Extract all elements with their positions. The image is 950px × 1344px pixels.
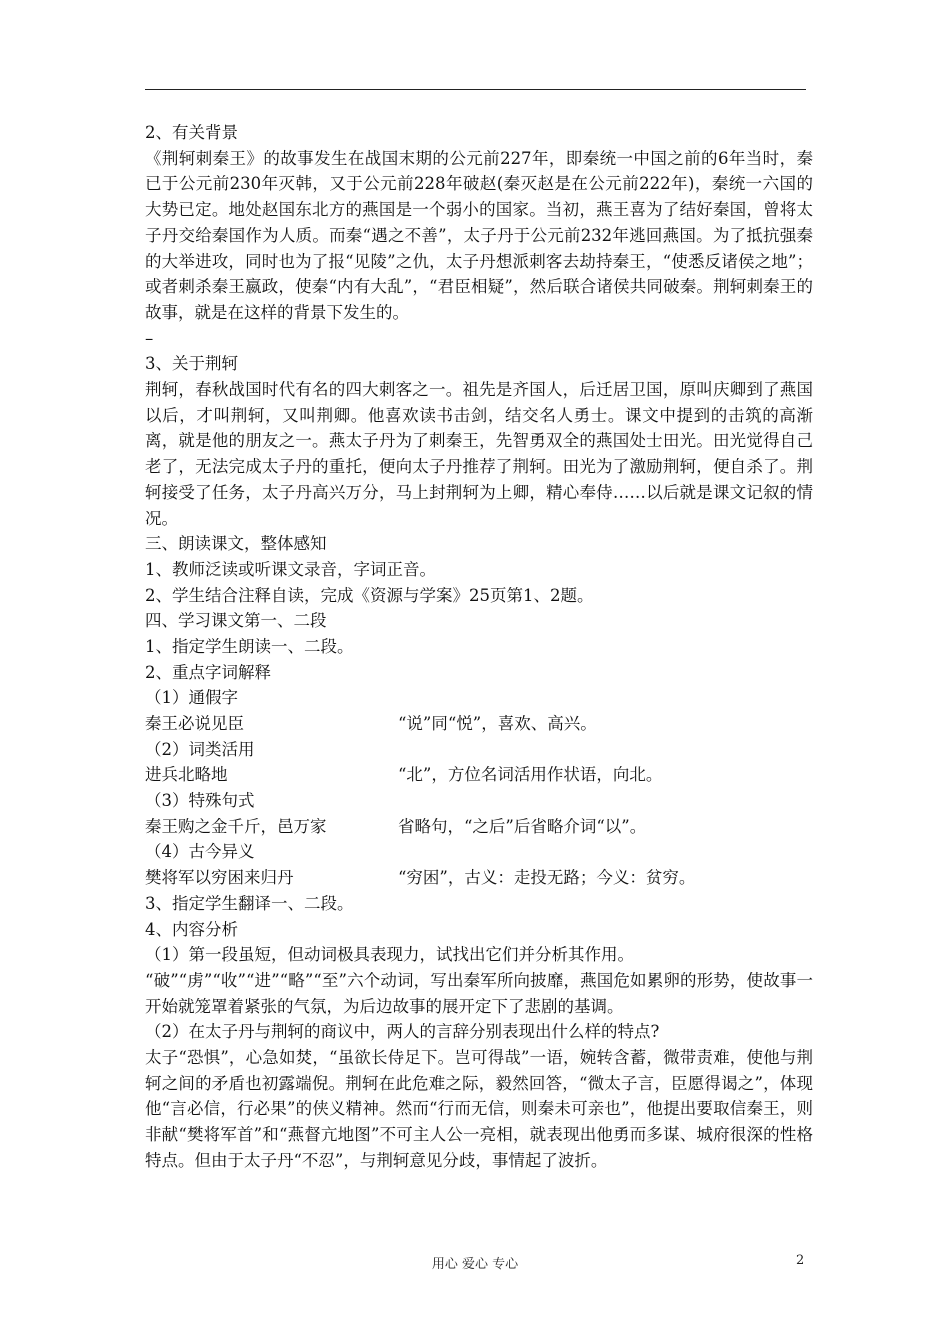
vocab-note: “北”，方位名词活用作状语，向北。 (398, 765, 663, 785)
document-body (145, 120, 813, 1174)
question-2: （2）在太子丹与荆轲的商议中，两人的言辞分别表现出什么样的特点? (145, 1022, 660, 1042)
jingke-paragraph: 荆轲，春秋战国时代有名的四大刺客之一。祖先是齐国人，后迁居卫国，原叫庆卿到了燕国以后，才叫荆轲，又叫荆卿。他喜欢读书击剑，结交名人勇士。课文中提到的击筑的高渐离，就是他的朋友之一。燕太子丹为了刺秦王，先智勇双全的燕国处士田光。田光觉得自己老了，无法完成太子丹的重托，便向太子丹推荐了荆轲。田光为了激励荆轲，便自杀了。荆轲接受了任务，太子丹高兴万分，马上封荆轲为上卿，精心奉侍……以后就是课文记叙的情况。 (145, 379, 813, 528)
background-paragraph: 《荆轲刺秦王》的故事发生在战国末期的公元前227年，即秦统一中国之前的6年当时，秦已于公元前230年灭韩，又于公元前228年破赵(秦灭赵是在公元前222年)，秦统一六国的大势已定。地处赵国东北方的燕国是一个弱小的国家。当初，燕王喜为了结好秦国，曾将太子丹交给秦国作为人质。而秦“遇之不善”，太子丹于公元前232年逃回燕国。为了抵抗强秦的大举进攻，同时也为了报“见陵”之仇，太子丹想派刺客去劫持秦王，“使悉反诸侯之地”；或者刺杀秦王嬴政，使秦“内有大乱”，“君臣相疑”，然后联合诸侯共同破秦。荆轲刺秦王的故事，就是在这样的背景下发生的。 (145, 148, 813, 322)
reading-item-2: 2、学生结合注释自读，完成《资源与学案》25页第1、2题。 (145, 585, 594, 605)
vocab-term: 进兵北略地 (145, 765, 228, 785)
vocab-row (145, 711, 813, 737)
dash-line: – (145, 328, 154, 348)
header-rule (145, 89, 806, 90)
vocab-row (145, 814, 813, 840)
answer-2: 太子“恐惧”，心急如焚，“虽欲长侍足下。岂可得哉”一语，婉转含蓄，微带责难，使他与荆轲之间的矛盾也初露端倪。荆轲在此危难之际，毅然回答，“微太子言，臣愿得谒之”，体现他“言必信，行必果”的侠义精神。然而“行而无信，则秦未可亲也”，他提出要取信秦王，则非献“樊将军首”和“燕督亢地图”不可主人公一亮相，就表现出他勇而多谋、城府很深的性格特点。但由于太子丹“不忍”，与荆轲意见分歧，事情起了波折。 (145, 1047, 813, 1170)
section-heading-reading: 三、朗读课文，整体感知 (145, 534, 327, 554)
answer-1: “破”“虏”“收”“进”“略”“至”六个动词，写出秦军所向披靡，燕国危如累卵的形势，使故事一开始就笼罩着紧张的气氛，为后边故事的展开定下了悲剧的基调。 (145, 970, 813, 1016)
sub-heading-cilei: （2）词类活用 (145, 739, 255, 759)
vocab-term: 秦王购之金千斤，邑万家 (145, 816, 327, 836)
section-heading-background: 2、有关背景 (145, 123, 238, 142)
sub-heading-teshu: （3）特殊句式 (145, 791, 255, 811)
section-heading-jingke: 3、关于荆轲 (145, 354, 238, 374)
sub-heading-gujin: （4）古今异义 (145, 842, 255, 862)
vocab-note: “穷困”，古义：走投无路；今义：贫穷。 (398, 868, 696, 888)
page-number: 2 (796, 1253, 805, 1268)
footer-motto: 用心 爱心 专心 (431, 1257, 519, 1272)
study-item-3: 3、指定学生翻译一、二段。 (145, 893, 354, 913)
vocab-note: “说”同“悦”，喜欢、高兴。 (398, 714, 597, 734)
question-1: （1）第一段虽短，但动词极具表现力，试找出它们并分析其作用。 (145, 945, 634, 965)
study-item-4: 4、内容分析 (145, 919, 238, 939)
vocab-row (145, 865, 813, 891)
reading-item-1: 1、教师泛读或听课文录音，字词正音。 (145, 559, 436, 579)
sub-heading-tongjia: （1）通假字 (145, 688, 238, 708)
study-item-1: 1、指定学生朗读一、二段。 (145, 636, 354, 656)
vocab-term: 樊将军以穷困来归丹 (145, 868, 294, 888)
vocab-row (145, 762, 813, 788)
section-heading-study: 四、学习课文第一、二段 (145, 611, 327, 631)
vocab-note: 省略句，“之后”后省略介词“以”。 (398, 816, 647, 836)
study-item-2: 2、重点字词解释 (145, 662, 271, 682)
vocab-term: 秦王必说见臣 (145, 714, 244, 734)
